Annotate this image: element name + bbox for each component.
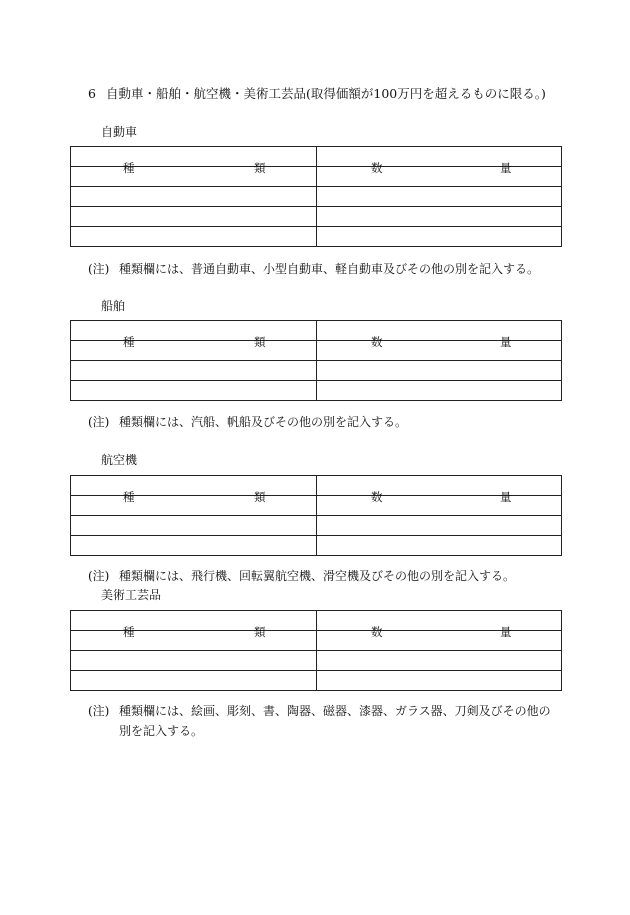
quantity-cell[interactable] — [317, 187, 562, 207]
label-aircraft: 航空機 — [101, 453, 138, 467]
kind-cell[interactable] — [71, 536, 317, 556]
header-quantity: 数 量 — [317, 476, 562, 496]
table-row — [71, 631, 562, 651]
note-automobile: (注) 種類欄には、普通自動車、小型自動車、軽自動車及びその他の別を記入する。 — [88, 262, 540, 276]
quantity-cell[interactable] — [317, 167, 562, 187]
header-quantity: 数 量 — [317, 611, 562, 631]
header-kind: 種 類 — [71, 147, 317, 167]
kind-cell[interactable] — [71, 227, 317, 247]
quantity-cell[interactable] — [317, 651, 562, 671]
quantity-cell[interactable] — [317, 516, 562, 536]
kind-cell[interactable] — [71, 631, 317, 651]
quantity-cell[interactable] — [317, 207, 562, 227]
table-header-row — [71, 611, 562, 631]
label-art-craft: 美術工芸品 — [101, 588, 162, 602]
table-row — [71, 187, 562, 207]
header-kind: 種 類 — [71, 321, 317, 341]
table-row — [71, 381, 562, 401]
table-row — [71, 341, 562, 361]
quantity-cell[interactable] — [317, 536, 562, 556]
section-title: 自動車・船舶・航空機・美術工芸品(取得価額が100万円を超えるものに限る。) — [106, 86, 546, 101]
table-art-craft — [70, 610, 562, 691]
table-row — [71, 671, 562, 691]
header-quantity: 数 量 — [317, 147, 562, 167]
kind-cell[interactable] — [71, 341, 317, 361]
table-header-row — [71, 476, 562, 496]
kind-cell[interactable] — [71, 381, 317, 401]
table-vessel — [70, 320, 562, 401]
kind-cell[interactable] — [71, 651, 317, 671]
note-aircraft: (注) 種類欄には、飛行機、回転翼航空機、滑空機及びその他の別を記入する。 — [88, 569, 516, 583]
table-automobile — [70, 146, 562, 247]
kind-cell[interactable] — [71, 167, 317, 187]
table-row — [71, 516, 562, 536]
section-heading — [88, 84, 546, 102]
header-quantity: 数 量 — [317, 321, 562, 341]
quantity-cell[interactable] — [317, 496, 562, 516]
table-row — [71, 207, 562, 227]
header-kind: 種 類 — [71, 476, 317, 496]
kind-cell[interactable] — [71, 187, 317, 207]
table-row — [71, 651, 562, 671]
note-art-craft: (注) 種類欄には、絵画、彫刻、書、陶器、磁器、漆器、ガラス器、刀剣及びその他の — [88, 704, 551, 718]
kind-cell[interactable] — [71, 361, 317, 381]
table-row — [71, 536, 562, 556]
kind-cell[interactable] — [71, 496, 317, 516]
label-automobile: 自動車 — [101, 125, 138, 139]
table-header-row — [71, 147, 562, 167]
table-row — [71, 361, 562, 381]
kind-cell[interactable] — [71, 516, 317, 536]
quantity-cell[interactable] — [317, 361, 562, 381]
table-row — [71, 227, 562, 247]
table-row — [71, 167, 562, 187]
table-row — [71, 496, 562, 516]
quantity-cell[interactable] — [317, 671, 562, 691]
kind-cell[interactable] — [71, 207, 317, 227]
section-number: 6 — [88, 86, 96, 101]
header-kind: 種 類 — [71, 611, 317, 631]
label-vessel: 船舶 — [101, 299, 126, 313]
quantity-cell[interactable] — [317, 341, 562, 361]
note-vessel: (注) 種類欄には、汽船、帆船及びその他の別を記入する。 — [88, 415, 408, 429]
table-header-row — [71, 321, 562, 341]
table-aircraft — [70, 475, 562, 556]
note-art-craft-continued: 別を記入する。 — [119, 724, 204, 738]
quantity-cell[interactable] — [317, 227, 562, 247]
kind-cell[interactable] — [71, 671, 317, 691]
quantity-cell[interactable] — [317, 381, 562, 401]
quantity-cell[interactable] — [317, 631, 562, 651]
